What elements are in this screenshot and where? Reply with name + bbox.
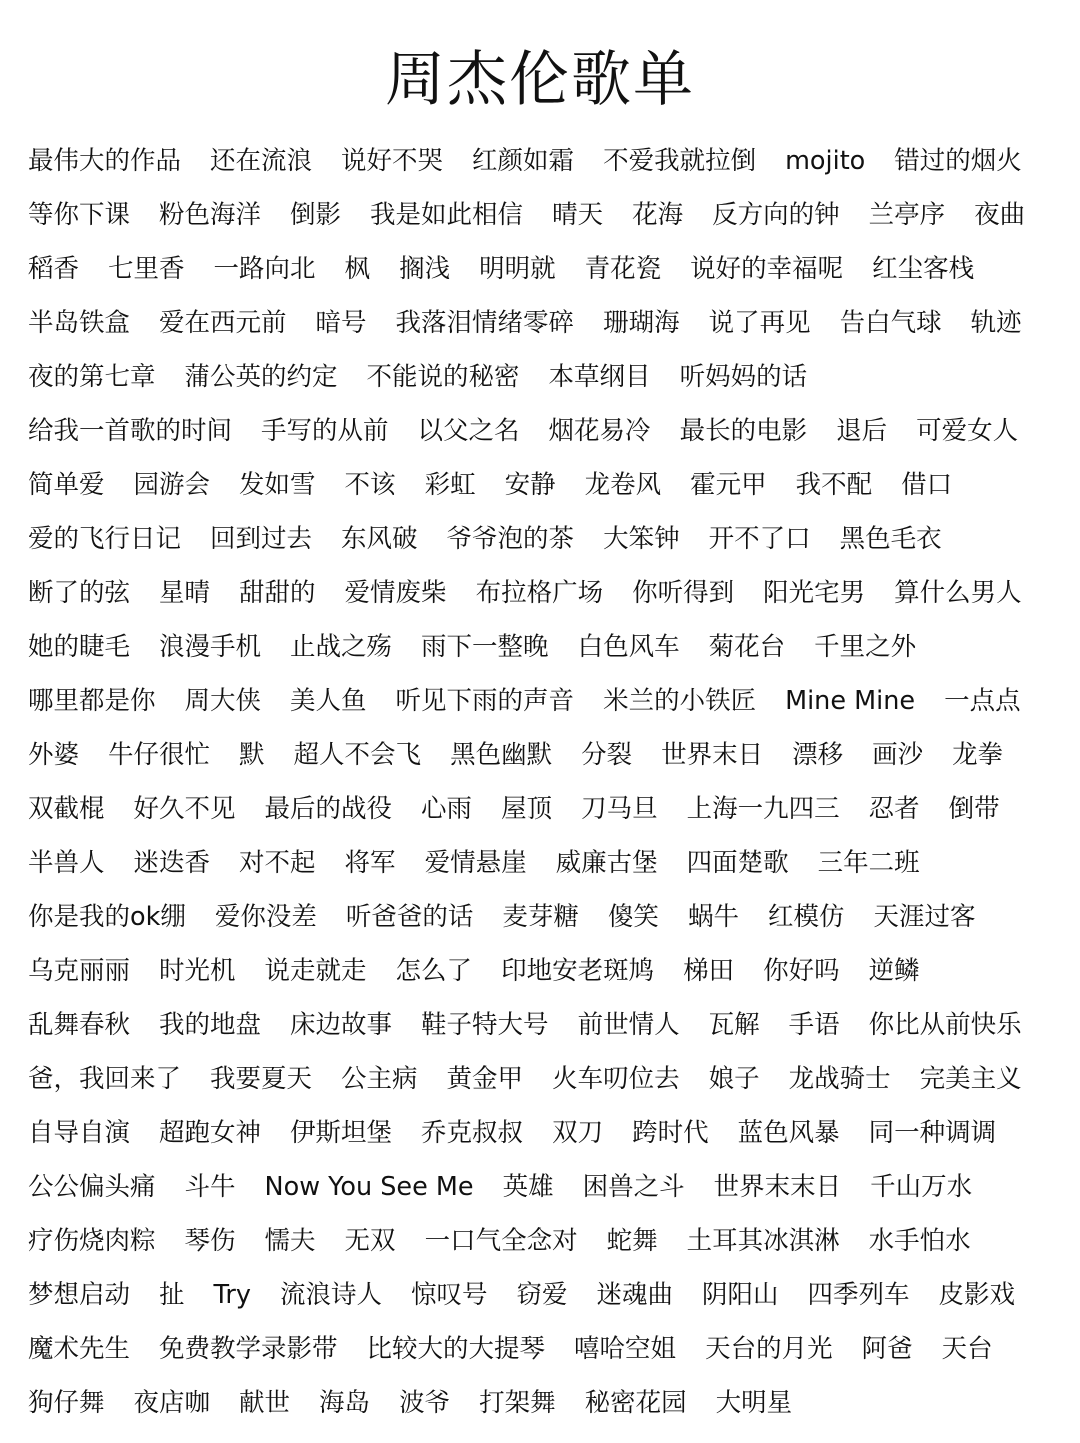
song-title: 超跑女神 — [159, 1118, 262, 1148]
song-title: 可爱女人 — [916, 416, 1019, 446]
song-title: 我要夏天 — [210, 1064, 313, 1094]
song-title: 超人不会飞 — [293, 740, 422, 770]
song-title: 青花瓷 — [584, 254, 662, 284]
song-title: 水手怕水 — [868, 1226, 971, 1256]
song-title: 你比从前快乐 — [868, 1010, 1022, 1040]
song-title: 公主病 — [341, 1064, 418, 1094]
song-title: 听妈妈的话 — [679, 362, 808, 392]
song-row — [28, 350, 1058, 404]
song-title: 说了再见 — [708, 308, 811, 338]
song-title: 忍者 — [868, 794, 920, 824]
song-title: 龙拳 — [952, 740, 1004, 770]
song-title: 回到过去 — [210, 524, 313, 554]
song-title: 惊叹号 — [410, 1280, 488, 1310]
song-title: 分裂 — [581, 740, 633, 770]
song-title: 怎么了 — [395, 956, 473, 986]
song-row — [28, 512, 1058, 566]
song-title: 珊瑚海 — [603, 308, 680, 338]
song-title: 困兽之斗 — [582, 1172, 685, 1202]
song-title: 秘密花园 — [584, 1388, 687, 1418]
song-title: 本草纲目 — [548, 362, 651, 392]
song-title: 将军 — [344, 848, 396, 878]
song-title: 伊斯坦堡 — [290, 1118, 393, 1148]
song-title: 狗仔舞 — [28, 1388, 105, 1418]
song-title: 大笨钟 — [603, 524, 680, 554]
song-title: 乱舞春秋 — [28, 1010, 131, 1040]
song-title: 傻笑 — [607, 902, 659, 932]
song-title: 夜曲 — [974, 200, 1026, 230]
song-title: 迷魂曲 — [596, 1280, 673, 1310]
song-title: 听爸爸的话 — [345, 902, 474, 932]
song-title: 乔克叔叔 — [421, 1118, 524, 1148]
song-title: 红模仿 — [767, 902, 845, 932]
song-title: 爱的飞行日记 — [28, 524, 182, 554]
song-title: 同一种调调 — [868, 1118, 997, 1148]
song-title: 四季列车 — [807, 1280, 910, 1310]
song-title: 退后 — [836, 416, 888, 446]
song-title: 夜店咖 — [133, 1388, 211, 1418]
song-title: 印地安老斑鸠 — [501, 956, 655, 986]
song-title: 斗牛 — [184, 1172, 236, 1202]
song-title: 霍元甲 — [690, 470, 767, 500]
song-title: 黑色幽默 — [450, 740, 553, 770]
song-title: 天台的月光 — [705, 1334, 833, 1364]
song-title: 世界末日 — [661, 740, 764, 770]
song-row — [28, 1214, 1058, 1268]
song-title: 梯田 — [683, 956, 735, 986]
song-title: 一口气全念对 — [424, 1226, 578, 1256]
song-title: 漂移 — [792, 740, 844, 770]
song-row — [28, 458, 1058, 512]
song-row — [28, 242, 1058, 296]
song-title: 阴阳山 — [702, 1280, 779, 1310]
song-title: 千山万水 — [870, 1172, 973, 1202]
song-title: 明明就 — [479, 254, 556, 284]
song-title: 不该 — [344, 470, 396, 500]
song-title: 断了的弦 — [28, 578, 131, 608]
song-title: 以父之名 — [417, 416, 520, 446]
song-title: 不爱我就拉倒 — [603, 146, 757, 176]
song-title: 等你下课 — [28, 200, 131, 230]
song-title: 止战之殇 — [290, 632, 393, 662]
song-title: 兰亭序 — [868, 200, 946, 230]
song-title: 娘子 — [708, 1064, 760, 1094]
song-title: 我不配 — [795, 470, 873, 500]
song-title: 半兽人 — [28, 848, 105, 878]
song-title: 瓦解 — [708, 1010, 760, 1040]
song-title: 鞋子特大号 — [421, 1010, 549, 1040]
song-title: Now You See Me — [264, 1172, 474, 1202]
song-title: 枫 — [344, 254, 371, 284]
song-row — [28, 620, 1058, 674]
song-title: 听见下雨的声音 — [395, 686, 575, 716]
song-list — [28, 134, 1058, 1430]
song-title: 花海 — [632, 200, 684, 230]
song-title: 爷爷泡的茶 — [446, 524, 575, 554]
page-title: 周杰伦歌单 — [385, 45, 695, 115]
song-title: 东风破 — [341, 524, 418, 554]
song-row — [28, 1106, 1058, 1160]
song-title: 魔术先生 — [28, 1334, 131, 1364]
song-row — [28, 674, 1058, 728]
song-title: Try — [213, 1280, 251, 1310]
song-title: 稻香 — [28, 254, 80, 284]
song-title: 最长的电影 — [679, 416, 808, 446]
song-title: 跨时代 — [632, 1118, 709, 1148]
song-row — [28, 1052, 1058, 1106]
song-title: 红尘客栈 — [872, 254, 975, 284]
song-title: 英雄 — [502, 1172, 554, 1202]
song-title: 蜗牛 — [687, 902, 739, 932]
song-title: 牛仔很忙 — [108, 740, 211, 770]
song-row — [28, 1322, 1058, 1376]
song-row — [28, 134, 1058, 188]
song-title: 你听得到 — [632, 578, 735, 608]
song-title: 自导自演 — [28, 1118, 131, 1148]
song-title: 双截棍 — [28, 794, 105, 824]
song-title: 流浪诗人 — [279, 1280, 382, 1310]
song-title: 说走就走 — [264, 956, 367, 986]
song-title: 皮影戏 — [938, 1280, 1016, 1310]
song-title: 我落泪情绪零碎 — [395, 308, 575, 338]
song-title: 威廉古堡 — [555, 848, 658, 878]
song-title: 好久不见 — [133, 794, 236, 824]
song-title: 星晴 — [159, 578, 211, 608]
song-title: 爱情悬崖 — [424, 848, 527, 878]
song-row — [28, 404, 1058, 458]
song-title: 火车叨位去 — [552, 1064, 680, 1094]
song-title: 爱情废柴 — [344, 578, 447, 608]
song-title: 上海一九四三 — [686, 794, 840, 824]
song-title: 最伟大的作品 — [28, 146, 182, 176]
song-title: 天台 — [941, 1334, 993, 1364]
song-title: 海岛 — [319, 1388, 371, 1418]
song-title: 外婆 — [28, 740, 80, 770]
song-title: 龙战骑士 — [788, 1064, 891, 1094]
song-title: 心雨 — [421, 794, 473, 824]
song-title: 龙卷风 — [584, 470, 662, 500]
song-title: 爱你没差 — [214, 902, 317, 932]
song-title: 懦夫 — [264, 1226, 316, 1256]
song-title: 你好吗 — [763, 956, 840, 986]
song-title: 屋顶 — [501, 794, 553, 824]
song-title: 我是如此相信 — [370, 200, 524, 230]
song-title: 你是我的ok绷 — [28, 902, 186, 932]
song-title: 园游会 — [133, 470, 211, 500]
song-title: 我的地盘 — [159, 1010, 262, 1040]
song-title: 迷迭香 — [133, 848, 211, 878]
song-title: 美人鱼 — [290, 686, 367, 716]
song-title: 一路向北 — [213, 254, 316, 284]
song-row — [28, 566, 1058, 620]
song-title: 时光机 — [159, 956, 236, 986]
song-title: 前世情人 — [577, 1010, 680, 1040]
song-title: 菊花台 — [708, 632, 786, 662]
song-title: 浪漫手机 — [159, 632, 262, 662]
song-title: 算什么男人 — [894, 578, 1022, 608]
song-title: 爱在西元前 — [159, 308, 287, 338]
song-title: 土耳其冰淇淋 — [686, 1226, 840, 1256]
song-title: 周大侠 — [184, 686, 262, 716]
song-title: 夜的第七章 — [28, 362, 156, 392]
song-row — [28, 944, 1058, 998]
song-title: 开不了口 — [708, 524, 811, 554]
song-title: 暗号 — [315, 308, 367, 338]
song-title: 刀马旦 — [581, 794, 658, 824]
song-title: 布拉格广场 — [475, 578, 604, 608]
song-title: 扯 — [159, 1280, 185, 1310]
song-title: 米兰的小铁匠 — [603, 686, 757, 716]
song-title: 安静 — [504, 470, 556, 500]
song-title: 麦芽糖 — [502, 902, 579, 932]
song-title: 彩虹 — [424, 470, 476, 500]
song-title: 手写的从前 — [261, 416, 389, 446]
song-title: 完美主义 — [919, 1064, 1022, 1094]
song-title: 手语 — [788, 1010, 840, 1040]
song-title: 还在流浪 — [210, 146, 313, 176]
song-title: 黑色毛衣 — [839, 524, 942, 554]
song-title: 阿爸 — [861, 1334, 913, 1364]
song-title: mojito — [785, 146, 866, 176]
song-title: 借口 — [901, 470, 953, 500]
song-row — [28, 728, 1058, 782]
song-title: 波爷 — [399, 1388, 451, 1418]
song-title: 大明星 — [715, 1388, 793, 1418]
song-row — [28, 1268, 1058, 1322]
song-row — [28, 836, 1058, 890]
song-title: 倒影 — [290, 200, 342, 230]
song-title: 蒲公英的约定 — [184, 362, 338, 392]
song-title: 逆鳞 — [868, 956, 920, 986]
song-title: 千里之外 — [814, 632, 917, 662]
song-title: 说好的幸福呢 — [690, 254, 844, 284]
song-title: 说好不哭 — [341, 146, 444, 176]
song-title: 默 — [239, 740, 265, 770]
song-title: 最后的战役 — [264, 794, 393, 824]
song-title: 发如雪 — [239, 470, 316, 500]
song-title: 窃爱 — [516, 1280, 568, 1310]
song-title: 倒带 — [948, 794, 1000, 824]
song-title: 画沙 — [872, 740, 924, 770]
song-title: 爸，我回来了 — [28, 1064, 182, 1094]
song-title: 一点点 — [944, 686, 1021, 716]
song-title: 乌克丽丽 — [28, 956, 131, 986]
song-title: 嘻哈空姐 — [574, 1334, 677, 1364]
song-title: 比较大的大提琴 — [366, 1334, 546, 1364]
song-title: 天涯过客 — [873, 902, 976, 932]
song-title: 对不起 — [239, 848, 316, 878]
song-row — [28, 890, 1058, 944]
song-title: 四面楚歌 — [686, 848, 789, 878]
song-title: 七里香 — [108, 254, 185, 284]
song-row — [28, 1160, 1058, 1214]
song-title: 蓝色风暴 — [737, 1118, 840, 1148]
song-title: 粉色海洋 — [159, 200, 262, 230]
song-title: 错过的烟火 — [894, 146, 1022, 176]
song-title: 打架舞 — [479, 1388, 556, 1418]
song-title: 烟花易冷 — [548, 416, 651, 446]
song-title: 告白气球 — [839, 308, 942, 338]
song-title: 双刀 — [552, 1118, 604, 1148]
song-row — [28, 188, 1058, 242]
song-title: 公公偏头痛 — [28, 1172, 156, 1202]
song-row — [28, 998, 1058, 1052]
song-title: 疗伤烧肉粽 — [28, 1226, 156, 1256]
song-title: 搁浅 — [399, 254, 451, 284]
song-title: 雨下一整晚 — [421, 632, 549, 662]
song-title: 白色风车 — [577, 632, 680, 662]
song-title: 世界末末日 — [713, 1172, 842, 1202]
song-title: 甜甜的 — [239, 578, 316, 608]
song-title: 不能说的秘密 — [366, 362, 520, 392]
song-title: 蛇舞 — [606, 1226, 658, 1256]
song-title: 反方向的钟 — [712, 200, 840, 230]
song-title: 无双 — [344, 1226, 396, 1256]
song-row — [28, 296, 1058, 350]
song-title: 黄金甲 — [446, 1064, 524, 1094]
song-row — [28, 782, 1058, 836]
song-row — [28, 1376, 1058, 1430]
song-title: 晴天 — [552, 200, 604, 230]
song-title: 哪里都是你 — [28, 686, 156, 716]
song-title: 献世 — [239, 1388, 291, 1418]
song-title: 琴伤 — [184, 1226, 236, 1256]
song-title: 简单爱 — [28, 470, 105, 500]
song-title: 床边故事 — [290, 1010, 393, 1040]
song-title: 轨迹 — [970, 308, 1022, 338]
song-title: 免费教学录影带 — [159, 1334, 338, 1364]
song-title: 她的睫毛 — [28, 632, 131, 662]
song-title: 三年二班 — [817, 848, 920, 878]
song-title: 阳光宅男 — [763, 578, 866, 608]
song-title: 红颜如霜 — [472, 146, 575, 176]
song-title: 半岛铁盒 — [28, 308, 131, 338]
song-title: 梦想启动 — [28, 1280, 131, 1310]
song-title: Mine Mine — [785, 686, 916, 716]
song-title: 给我一首歌的时间 — [28, 416, 233, 446]
